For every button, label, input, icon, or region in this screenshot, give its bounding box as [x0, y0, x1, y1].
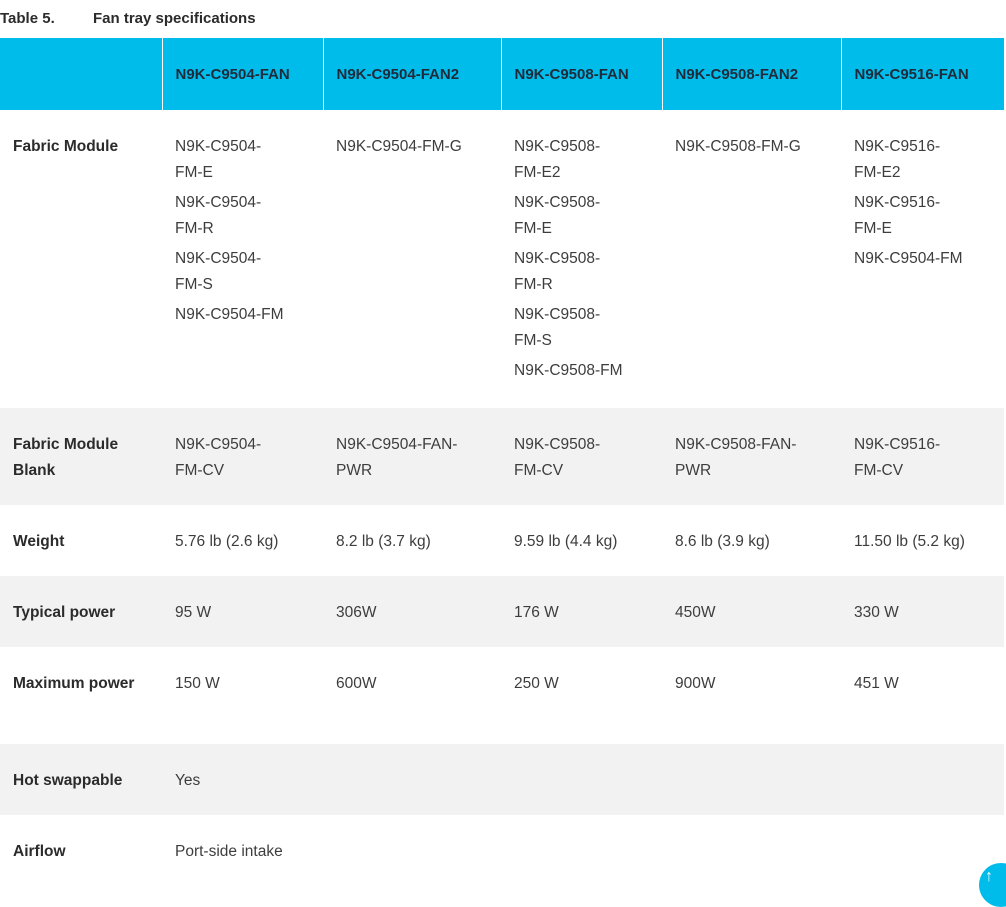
- row-label: Weight: [13, 533, 65, 550]
- cell-line: N9K-C9504-FM: [175, 306, 284, 323]
- cell-value: 330 W: [841, 576, 1004, 647]
- cell-c9516-fan: [841, 408, 1004, 505]
- cell-line: N9K-C9508-: [514, 194, 601, 211]
- cell-line: FM-CV: [514, 462, 564, 479]
- cell-value: 11.50 lb (5.2 kg): [854, 533, 965, 550]
- row-weight: [0, 505, 1004, 576]
- row-maximum-power: [0, 647, 1004, 744]
- cell-value: Port-side intake: [175, 843, 283, 860]
- cell-line: FM-E: [854, 220, 892, 237]
- row-label: Typical power: [0, 576, 162, 647]
- cell-line: FM-CV: [175, 462, 225, 479]
- cell-line: FM-R: [514, 276, 553, 293]
- cell-c9504-fan: [162, 408, 323, 505]
- header-n9k-c9504-fan: N9K-C9504-FAN: [162, 38, 323, 110]
- cell-line: PWR: [675, 462, 712, 479]
- cell-line: N9K-C9516-: [854, 436, 941, 453]
- cell-line: N9K-C9504-: [175, 250, 262, 267]
- header-empty: [0, 38, 162, 110]
- cell-c9508-fan: [501, 110, 662, 408]
- row-hot-swappable: [0, 744, 1004, 815]
- cell-c9516-fan: [841, 110, 1004, 408]
- cell-line: FM-S: [175, 276, 213, 293]
- cell-line: FM-E: [175, 164, 213, 181]
- cell-line: N9K-C9508-FM: [514, 362, 623, 379]
- cell-c9504-fan2: [323, 110, 501, 408]
- row-fabric-module: [0, 110, 1004, 408]
- cell-line: N9K-C9516-: [854, 194, 941, 211]
- cell-value: 306W: [323, 576, 501, 647]
- cell-value: 95 W: [162, 576, 323, 647]
- cell-line: N9K-C9504-: [175, 436, 262, 453]
- cell-value: 600W: [336, 675, 377, 692]
- cell-line: FM-R: [175, 220, 214, 237]
- cell-line: N9K-C9516-: [854, 138, 941, 155]
- cell-value: 450W: [662, 576, 841, 647]
- cell-c9508-fan: [501, 408, 662, 505]
- cell-c9504-fan2: [323, 408, 501, 505]
- cell-line: FM-CV: [854, 462, 904, 479]
- table-number: Table 5.: [0, 10, 55, 27]
- cell-line: N9K-C9508-FM-G: [675, 138, 801, 155]
- cell-c9508-fan2: [662, 110, 841, 408]
- header-n9k-c9516-fan: N9K-C9516-FAN: [841, 38, 1004, 110]
- cell-value: 451 W: [854, 675, 899, 692]
- row-label: Fabric Module Blank: [0, 408, 162, 505]
- header-n9k-c9508-fan2: N9K-C9508-FAN2: [662, 38, 841, 110]
- header-n9k-c9508-fan: N9K-C9508-FAN: [501, 38, 662, 110]
- cell-line: N9K-C9504-: [175, 194, 262, 211]
- cell-line: FM-E2: [514, 164, 561, 181]
- cell-line: FM-E: [514, 220, 552, 237]
- cell-line: FM-S: [514, 332, 552, 349]
- cell-line: N9K-C9504-: [175, 138, 262, 155]
- cell-line: N9K-C9504-FM-G: [336, 138, 462, 155]
- cell-value: Yes: [162, 744, 1004, 815]
- cell-c9508-fan2: [662, 408, 841, 505]
- cell-value: 5.76 lb (2.6 kg): [175, 533, 279, 550]
- table-caption: [0, 9, 256, 29]
- cell-value: 900W: [675, 675, 716, 692]
- cell-line: N9K-C9508-FAN-: [675, 436, 797, 453]
- cell-line: N9K-C9508-: [514, 138, 601, 155]
- cell-line: N9K-C9508-: [514, 250, 601, 267]
- fan-tray-spec-table: [0, 38, 1004, 886]
- cell-value: 8.6 lb (3.9 kg): [675, 533, 770, 550]
- arrow-up-icon: ↑: [985, 868, 993, 885]
- row-typical-power: [0, 576, 1004, 647]
- row-airflow: [0, 815, 1004, 886]
- table-title: Fan tray specifications: [93, 10, 256, 27]
- cell-line: FM-E2: [854, 164, 901, 181]
- cell-c9504-fan: [162, 110, 323, 408]
- cell-line: N9K-C9504-FAN-: [336, 436, 458, 453]
- row-label: Maximum power: [13, 675, 135, 692]
- cell-line: N9K-C9508-: [514, 306, 601, 323]
- cell-value: 176 W: [501, 576, 662, 647]
- row-fabric-module-blank: [0, 408, 1004, 505]
- row-label: Fabric Module: [13, 138, 119, 155]
- row-label: Hot swappable: [0, 744, 162, 815]
- cell-line: N9K-C9504-FM: [854, 250, 963, 267]
- cell-value: 8.2 lb (3.7 kg): [336, 533, 431, 550]
- cell-line: N9K-C9508-: [514, 436, 601, 453]
- header-row: [0, 38, 1004, 110]
- cell-value: 9.59 lb (4.4 kg): [514, 533, 618, 550]
- cell-value: 150 W: [175, 675, 220, 692]
- cell-line: PWR: [336, 462, 373, 479]
- cell-value: 250 W: [514, 675, 559, 692]
- header-n9k-c9504-fan2: N9K-C9504-FAN2: [323, 38, 501, 110]
- row-label: Airflow: [13, 843, 66, 860]
